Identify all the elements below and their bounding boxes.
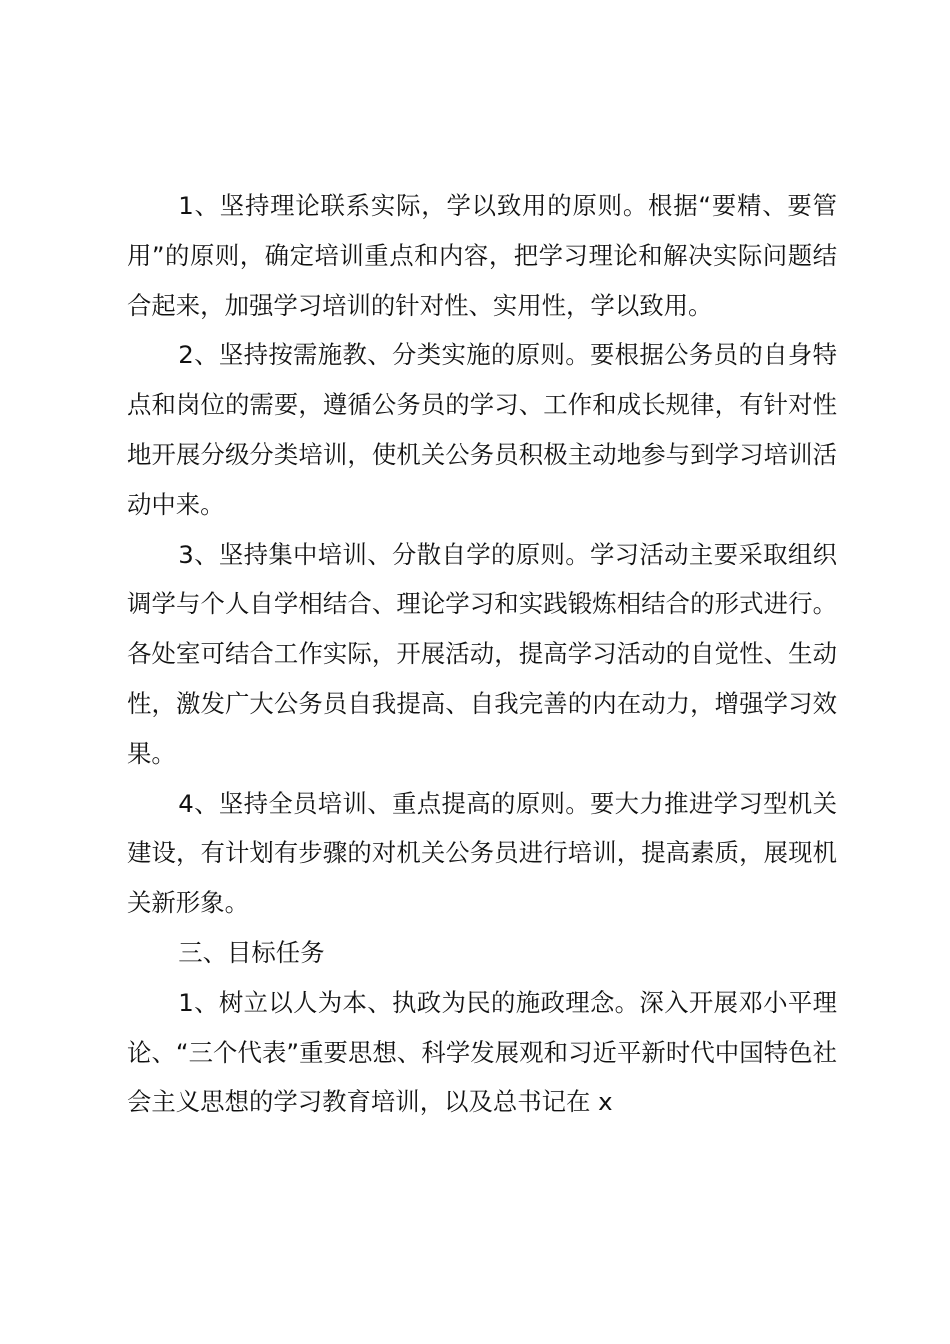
document-body [127,181,837,1127]
section-heading: 三、目标任务 [178,937,325,967]
principle-4-paragraph: 4、坚持全员培训、重点提高的原则。要大力推进学习型机关建设，有计划有步骤的对机关公务员进行培训，提高素质，展现机关新形象。 [127,788,837,918]
principle-1-paragraph: 1、坚持理论联系实际，学以致用的原则。根据“要精、要管用”的原则，确定培训重点和内容，把学习理论和解决实际问题结合起来，加强学习培训的针对性、实用性，学以致用。 [127,191,837,320]
task-1-paragraph: 1、树立以人为本、执政为民的施政理念。深入开展邓小平理论、“三个代表”重要思想、科学发展观和习近平新时代中国特色社会主义思想的学习教育培训，以及总书记在 x [127,987,837,1117]
principle-2-paragraph: 2、坚持按需施教、分类实施的原则。要根据公务员的自身特点和岗位的需要，遵循公务员的学习、工作和成长规律，有针对性地开展分级分类培训，使机关公务员积极主动地参与到学习培训活动中来。 [127,340,837,519]
principle-3-paragraph: 3、坚持集中培训、分散自学的原则。学习活动主要采取组织调学与个人自学相结合、理论学习和实践锻炼相结合的形式进行。各处室可结合工作实际，开展活动，提高学习活动的自觉性、生动性，激发广大公务员自我提高、自我完善的内在动力，增强学习效果。 [127,539,837,768]
